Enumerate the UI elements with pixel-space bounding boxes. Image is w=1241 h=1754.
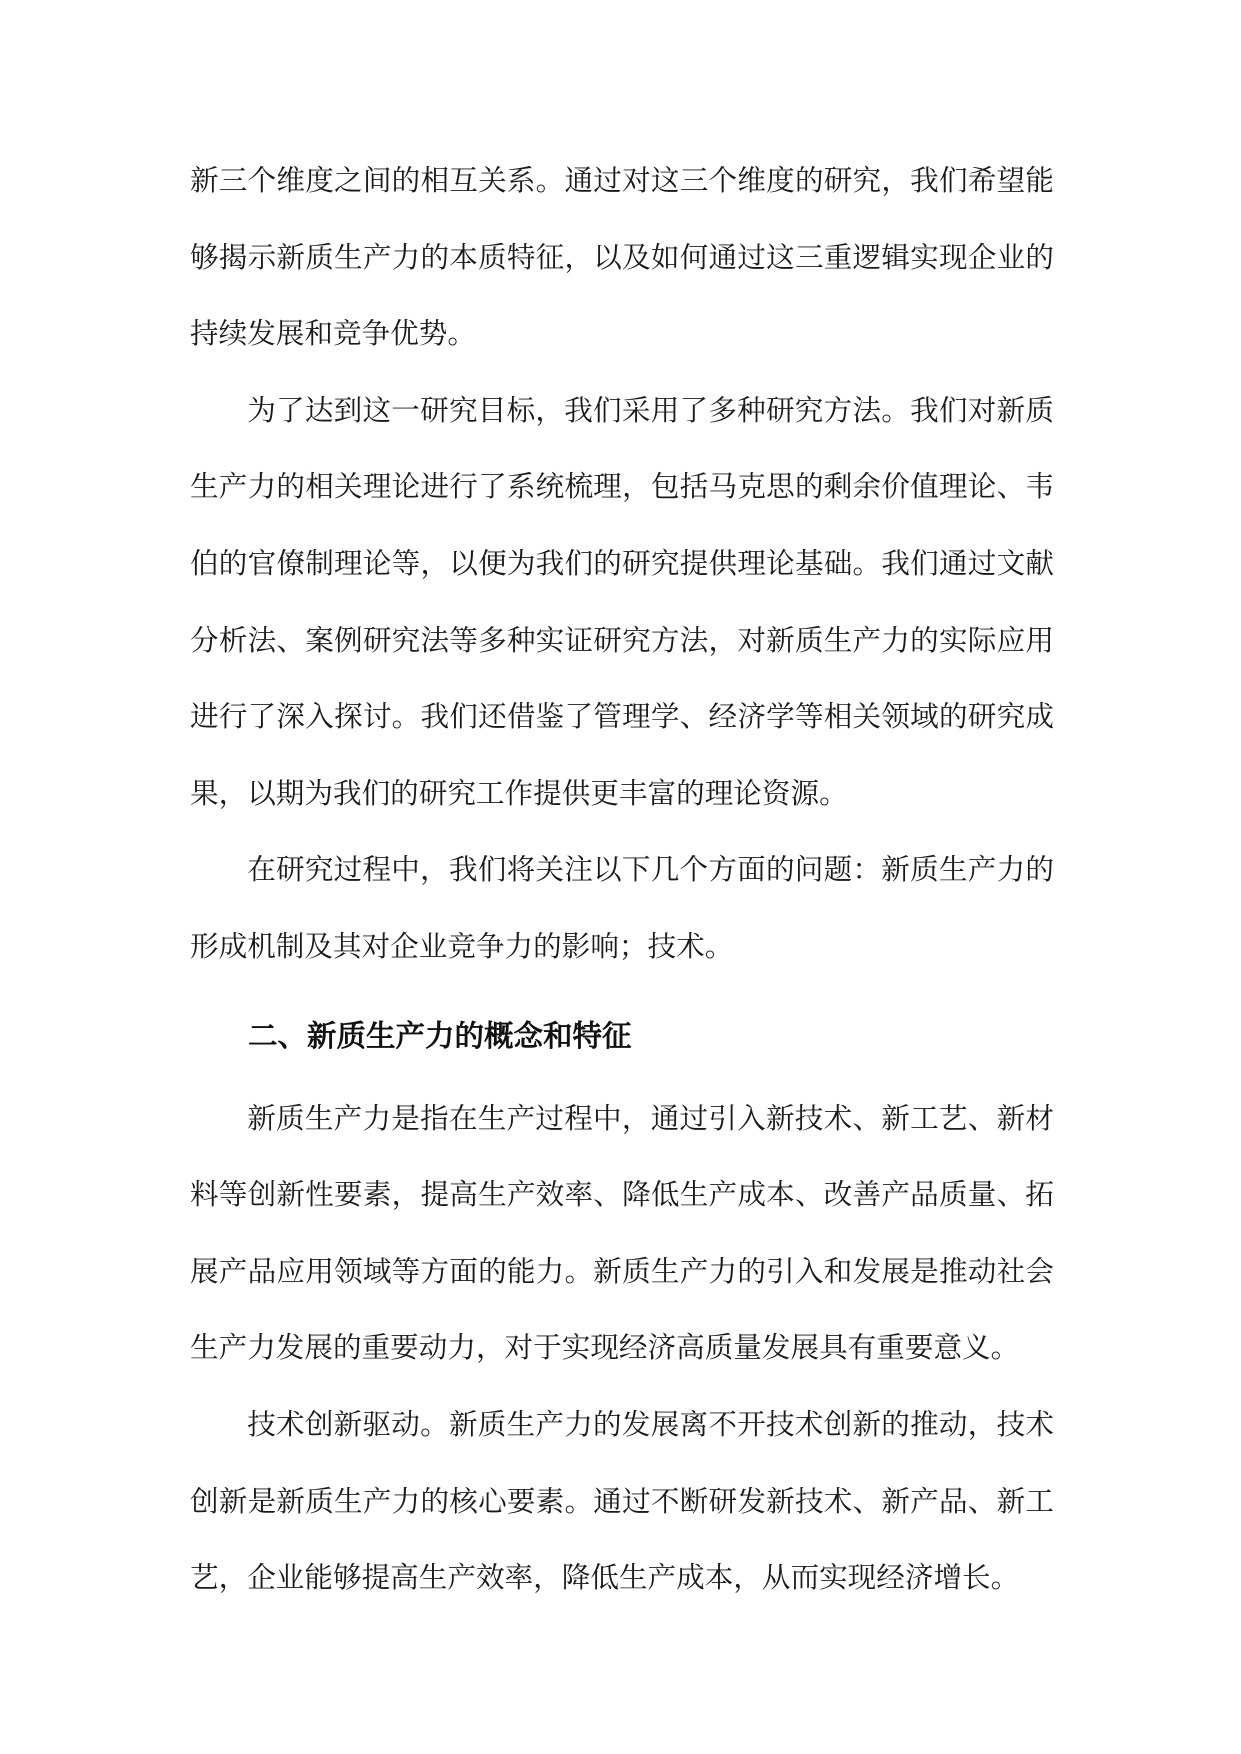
paragraph-research-methods: 为了达到这一研究目标，我们采用了多种研究方法。我们对新质生产力的相关理论进行了系统梳理，包括马克思的剩余价值理论、韦伯的官僚制理论等，以便为我们的研究提供理论基础。我们通过文献分析法、案例研究法等多种实证研究方法，对新质生产力的实际应用进行了深入探讨。我们还借鉴了管理学、经济学等相关领域的研究成果，以期为我们的研究工作提供更丰富的理论资源。	[190, 392, 1054, 810]
document-body	[190, 142, 1054, 1616]
paragraph-definition: 新质生产力是指在生产过程中，通过引入新技术、新工艺、新材料等创新性要素，提高生产效率、降低生产成本、改善产品质量、拓展产品应用领域等方面的能力。新质生产力的引入和发展是推动社会生产力发展的重要动力，对于实现经济高质量发展具有重要意义。	[190, 1100, 1054, 1365]
paragraph-tech-innovation: 技术创新驱动。新质生产力的发展离不开技术创新的推动，技术创新是新质生产力的核心要素。通过不断研发新技术、新产品、新工艺，企业能够提高生产效率，降低生产成本，从而实现经济增长。	[190, 1406, 1054, 1595]
paragraph-research-focus: 在研究过程中，我们将关注以下几个方面的问题：新质生产力的形成机制及其对企业竞争力的影响；技术。	[190, 852, 1054, 963]
section-heading: 二、新质生产力的概念和特征	[248, 1018, 632, 1053]
paragraph-continued: 新三个维度之间的相互关系。通过对这三个维度的研究，我们希望能够揭示新质生产力的本质特征，以及如何通过这三重逻辑实现企业的持续发展和竞争优势。	[190, 163, 1054, 351]
